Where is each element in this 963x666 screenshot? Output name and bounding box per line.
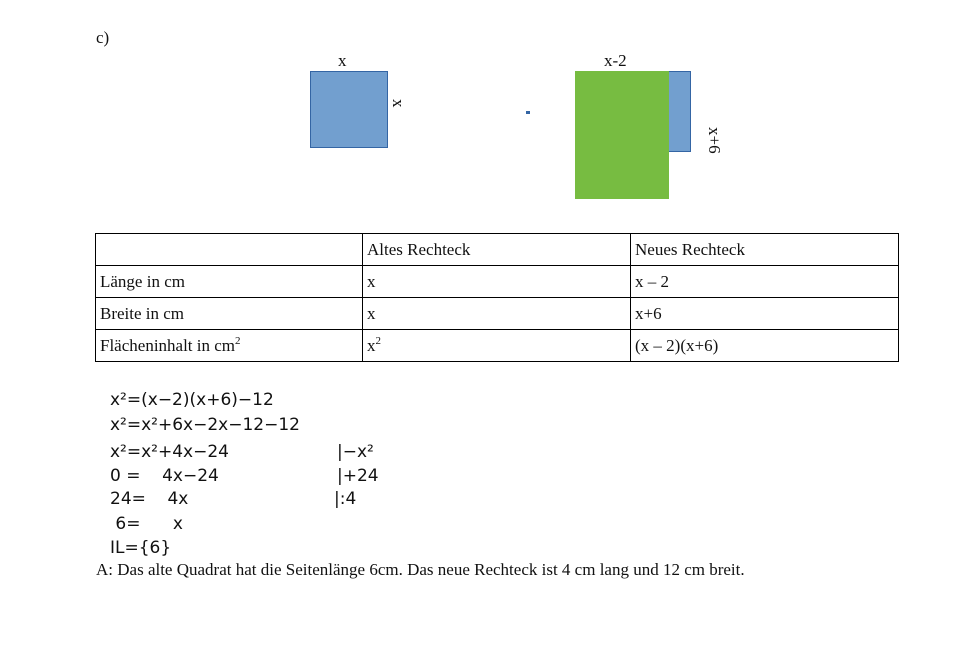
cell-new: x+6 <box>631 298 899 330</box>
table-row <box>96 298 899 330</box>
equation-line-6: 6= x <box>110 514 183 534</box>
row-label: Länge in cm <box>96 266 363 298</box>
table-header-cell: Neues Rechteck <box>631 234 899 266</box>
solution-set: IL={6} <box>110 538 172 558</box>
equation-op-5: |:4 <box>334 489 357 509</box>
new-rect-side-label: x+6 <box>705 127 724 154</box>
new-rectangle <box>575 71 669 199</box>
square-top-label: x <box>338 51 347 70</box>
cell-old: $x^2$ <box>363 330 631 362</box>
old-square <box>310 71 388 148</box>
cell-old: x <box>363 266 631 298</box>
comparison-table <box>95 233 899 362</box>
equation-line-2: x²=x²+6x−2x−12−12 <box>110 415 300 435</box>
part-label: c) <box>96 28 110 47</box>
row-label: Flächeninhalt in $cm^2$ <box>96 330 363 362</box>
cell-new: x – 2 <box>631 266 899 298</box>
new-rect-top-label: x-2 <box>604 51 627 70</box>
equation-line-5: 24= 4x <box>110 489 189 509</box>
cell-new: (x – 2)(x+6) <box>631 330 899 362</box>
equation-line-3: x²=x²+4x−24 <box>110 442 229 462</box>
row-label: Breite in cm <box>96 298 363 330</box>
equation-line-4: 0 = 4x−24 <box>110 466 219 486</box>
dot-mark <box>526 111 530 114</box>
equation-op-3: |−x² <box>337 442 374 462</box>
table-row <box>96 330 899 362</box>
square-side-label: x <box>389 99 408 108</box>
cell-old: x <box>363 298 631 330</box>
table-header-row <box>96 234 899 266</box>
answer-text: A: Das alte Quadrat hat die Seitenlänge 6cm. Das neue Rechteck ist 4 cm lang und 12 cm breit. <box>96 560 745 579</box>
table-row <box>96 266 899 298</box>
equation-line-1: x²=(x−2)(x+6)−12 <box>110 390 274 410</box>
table-header-cell: Altes Rechteck <box>363 234 631 266</box>
table-header-cell <box>96 234 363 266</box>
equation-op-4: |+24 <box>337 466 379 486</box>
